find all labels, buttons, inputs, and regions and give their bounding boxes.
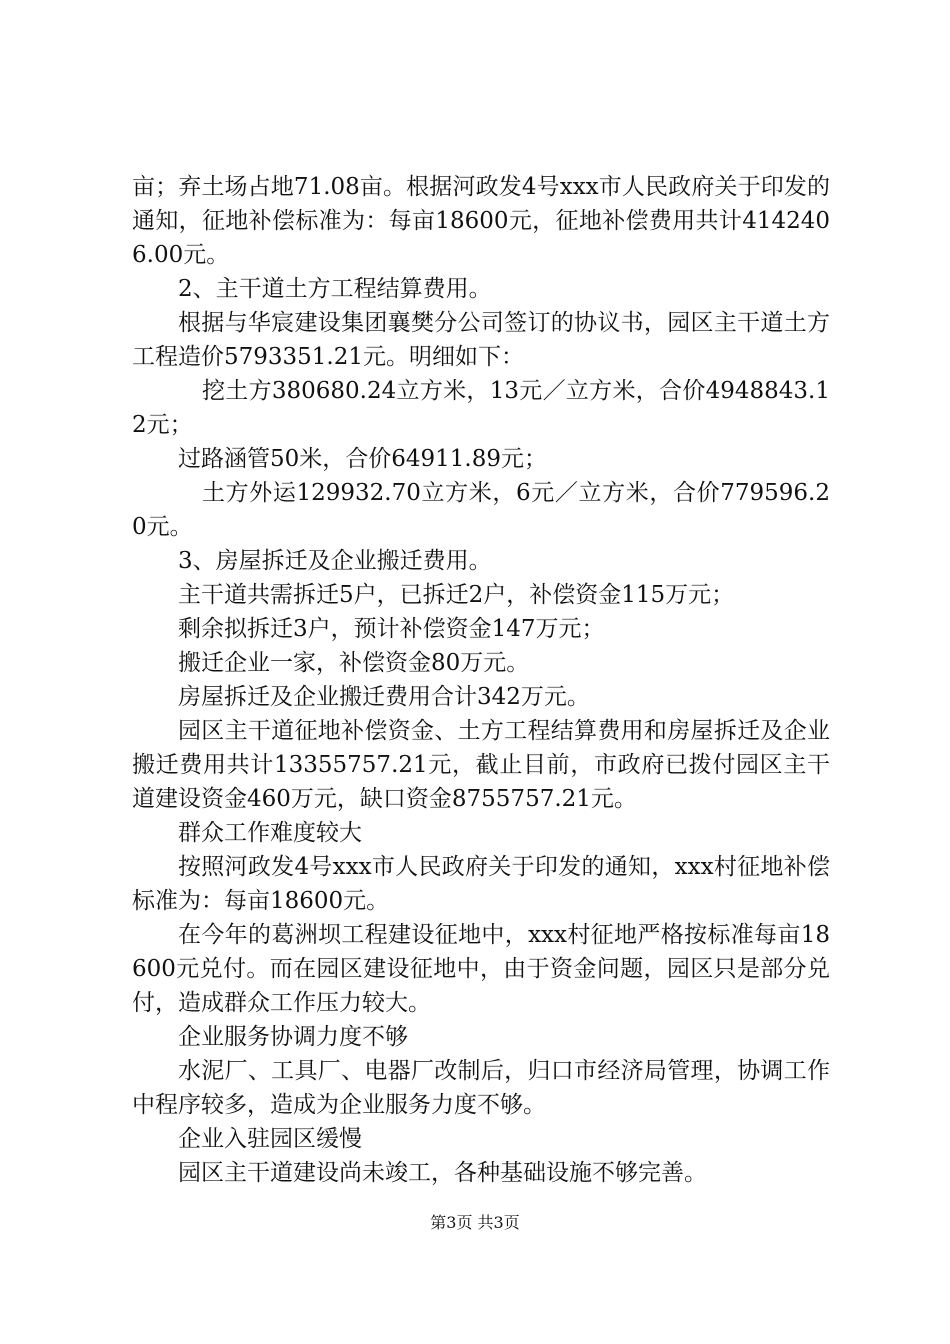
paragraph: 水泥厂、工具厂、电器厂改制后，归口市经济局管理，协调工作中程序较多，造成为企业服务力度不够。 — [132, 1058, 830, 1118]
paragraph: 园区主干道征地补偿资金、土方工程结算费用和房屋拆迁及企业搬迁费用共计13355757.21元，截止目前，市政府已拨付园区主干道建设资金460万元，缺口资金8755757.21元。 — [132, 718, 830, 812]
paragraph: 主干道共需拆迁5户，已拆迁2户，补偿资金115万元； — [178, 582, 735, 608]
paragraph: 剩余拟拆迁3户，预计补偿资金147万元； — [178, 616, 605, 642]
page-footer — [0, 1213, 950, 1233]
paragraph: 在今年的葛洲坝工程建设征地中，xxx村征地严格按标准每亩18600元兑付。而在园区建设征地中，由于资金问题，园区只是部分兑付，造成群众工作压力较大。 — [132, 922, 830, 1016]
section-heading: 3、房屋拆迁及企业搬迁费用。 — [178, 548, 492, 574]
paragraph: 根据与华宸建设集团襄樊分公司签订的协议书，园区主干道土方工程造价5793351.21元。明细如下： — [132, 310, 830, 370]
paragraph: 过路涵管50米，合价64911.89元； — [178, 446, 548, 472]
paragraph: 土方外运129932.70立方米，6元／立方米，合价779596.20元。 — [132, 480, 830, 540]
paragraph: 搬迁企业一家，补偿资金80万元。 — [178, 650, 530, 676]
paragraph: 按照河政发4号xxx市人民政府关于印发的通知，xxx村征地补偿标准为：每亩18600元。 — [132, 854, 830, 914]
paragraph: 园区主干道建设尚未竣工，各种基础设施不够完善。 — [178, 1160, 707, 1186]
section-heading: 企业服务协调力度不够 — [178, 1024, 408, 1050]
page-number: 第3页 共3页 — [430, 1213, 520, 1232]
paragraph: 挖土方380680.24立方米，13元／立方米，合价4948843.12元； — [132, 378, 830, 438]
section-heading: 2、主干道土方工程结算费用。 — [178, 276, 492, 302]
section-heading: 群众工作难度较大 — [178, 820, 362, 846]
paragraph: 房屋拆迁及企业搬迁费用合计342万元。 — [178, 684, 590, 710]
paragraph: 亩；弃土场占地71.08亩。根据河政发4号xxx市人民政府关于印发的通知，征地补偿标准为：每亩18600元，征地补偿费用共计4142406.00元。 — [132, 174, 830, 268]
document-body — [132, 170, 830, 1190]
section-heading: 企业入驻园区缓慢 — [178, 1126, 362, 1152]
